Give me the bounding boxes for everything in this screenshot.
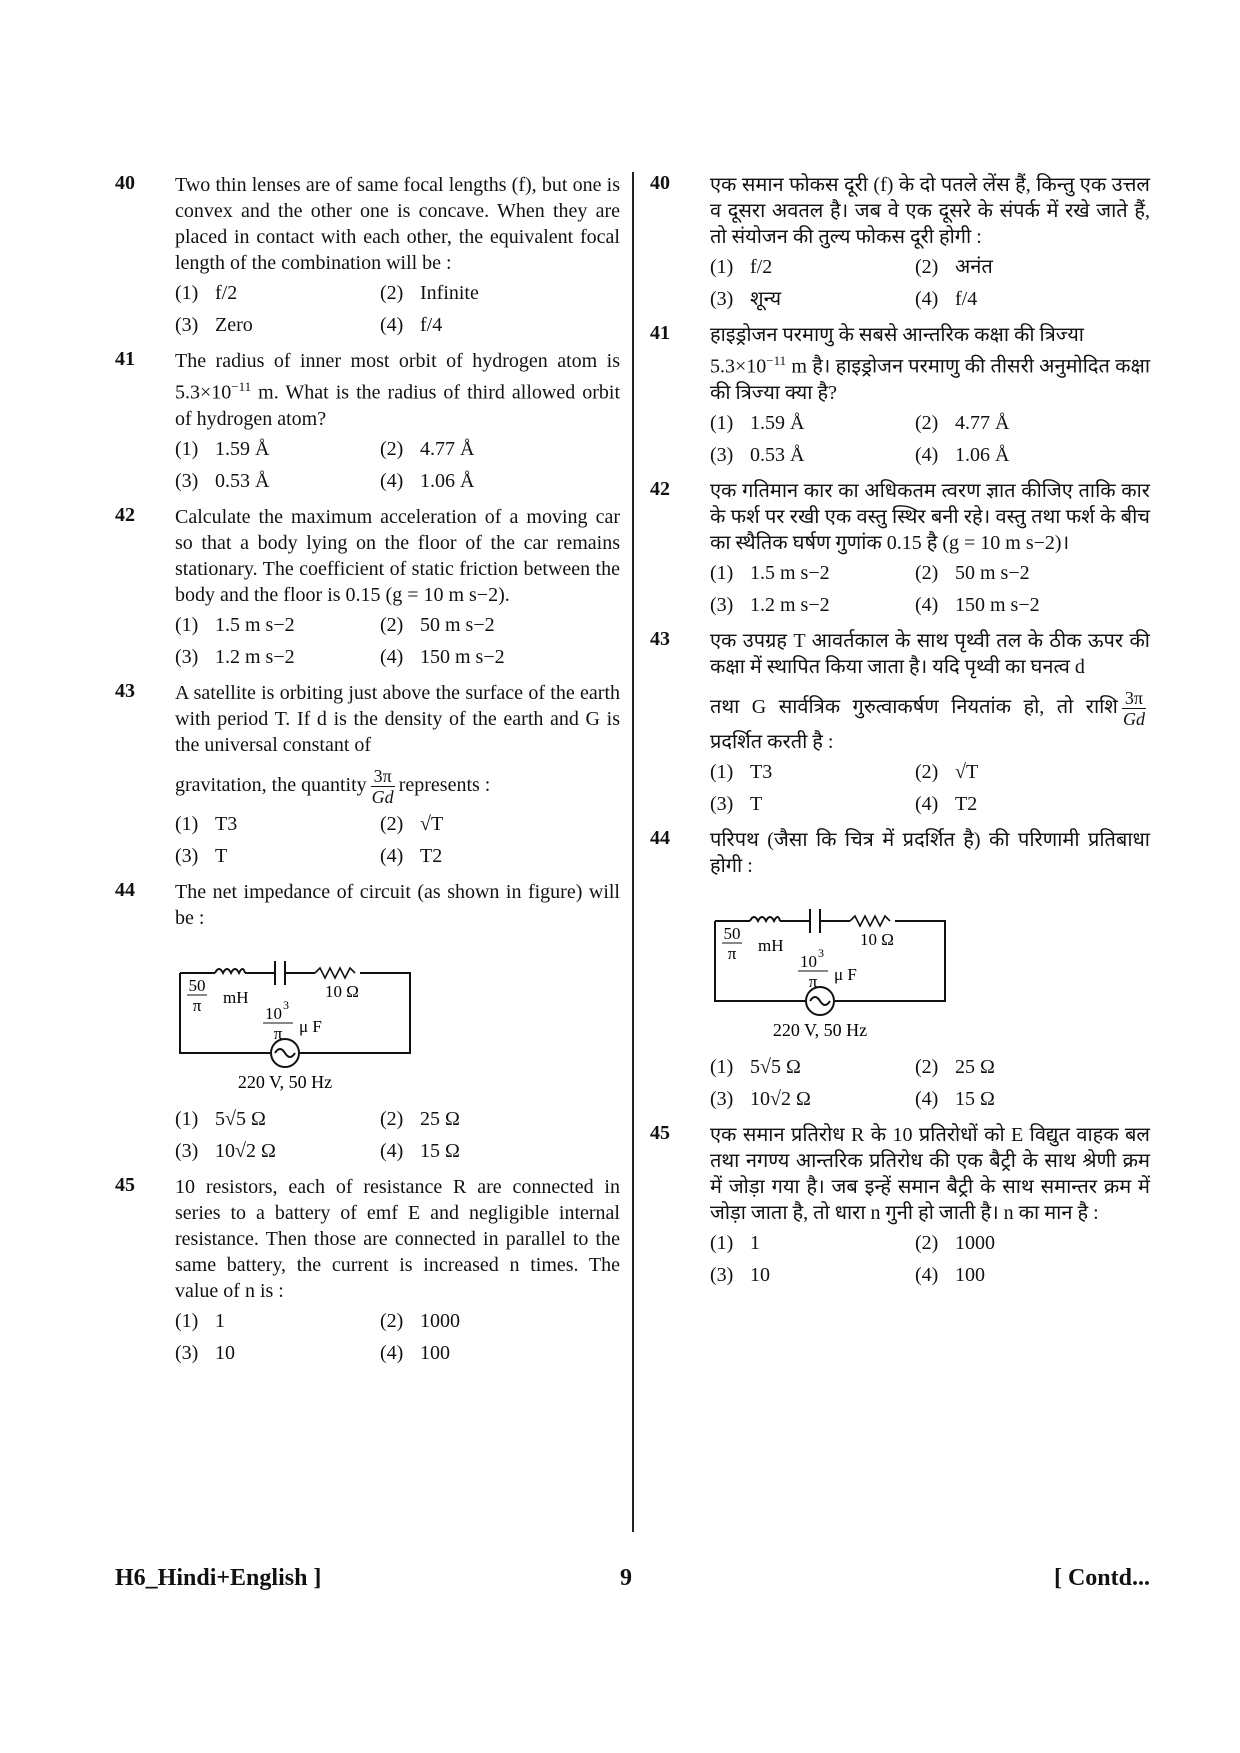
option-2[interactable] xyxy=(915,759,1150,785)
option-label: (2) xyxy=(380,1309,404,1332)
option-label: (3) xyxy=(710,593,734,616)
option-3[interactable] xyxy=(710,442,915,468)
option-value: 4.77 Å xyxy=(420,437,475,460)
option-label: (2) xyxy=(380,613,404,636)
option-value: 1.5 m s−2 xyxy=(750,561,830,584)
option-label: (2) xyxy=(915,561,939,584)
question-45 xyxy=(650,1122,1150,1288)
question-text: The net impedance of circuit (as shown in figure) will be : 50 π mH 10 Ω 10 3 π μ F 220 V, 50 Hz (1) 5√5 Ω (2) 25 Ω (3) 10√2 Ω (4) 15 Ω xyxy=(175,880,620,1162)
option-2[interactable] xyxy=(380,612,620,638)
option-value: T2 xyxy=(420,844,443,867)
option-label: (1) xyxy=(175,437,199,460)
resistor-symbol xyxy=(315,968,355,978)
page-footer xyxy=(115,1565,1150,1599)
option-value: 10√2 Ω xyxy=(215,1139,276,1162)
option-value: T2 xyxy=(955,792,978,815)
option-4[interactable] xyxy=(915,1262,1150,1288)
options xyxy=(175,280,620,338)
option-1[interactable] xyxy=(710,254,915,280)
option-label: (1) xyxy=(175,1107,199,1130)
capacitor-value-exp: 3 xyxy=(818,945,824,960)
option-value: Infinite xyxy=(420,282,479,304)
option-value: 1.2 m s−2 xyxy=(750,593,830,616)
option-label: (2) xyxy=(915,760,939,783)
capacitor-unit: μ F xyxy=(834,964,857,984)
option-value: 1.2 m s−2 xyxy=(215,645,295,668)
question-text: एक समान फोकस दूरी (f) के दो पतले लेंस हैं, किन्तु एक उत्तल व दूसरा अवतल है। जब वे एक दूसरे के संपर्क में रखे जाते हैं, तो संयोजन की तुल्य फोकस दूरी होगी : (1) f/2 (2) अनंत (3) शून्य (4) f/4 xyxy=(710,174,1150,310)
continued-label: [ Contd... xyxy=(1053,1565,1150,1591)
option-3[interactable] xyxy=(710,791,915,817)
question-text: एक उपग्रह T आवर्तकाल के साथ पृथ्वी तल के ठीक ऊपर की कक्षा में स्थापित किया जाता है। यदि पृथ्वी का घनत्व d तथा G सार्वत्रिक गुरुत्वाकर्षण नियतांक हो, तो राशि $\frac{3\pi}{Gd}$ प्रदर्शित करती है : (1) T3 (2) √T (3) T (4) T2 xyxy=(710,629,1150,815)
option-label: (2) xyxy=(915,411,939,434)
option-value: Zero xyxy=(215,314,253,336)
capacitor-value-num: 10 xyxy=(800,951,817,971)
question-text: 10 resistors, each of resistance R are connected in series to a battery of emf E and negligible internal resistance. Then those are connected in parallel to the same battery, the current is increased n times. The value of n is : (1) 1 (2) 1000 (3) 10 (4) 100 xyxy=(175,1175,620,1364)
inductor-value-den: π xyxy=(727,943,737,963)
option-label: (4) xyxy=(915,288,939,310)
question-number: 43 xyxy=(650,627,670,650)
option-label: (1) xyxy=(710,1055,734,1078)
inductor-symbol xyxy=(215,969,245,973)
option-value: 150 m s−2 xyxy=(955,593,1040,616)
option-label: (2) xyxy=(380,812,404,835)
option-1[interactable] xyxy=(175,612,380,638)
option-value: 15 Ω xyxy=(955,1087,995,1110)
options xyxy=(175,811,620,869)
option-3[interactable] xyxy=(710,1086,915,1112)
option-1[interactable] xyxy=(710,1054,915,1080)
question-text: Two thin lenses are of same focal lengths (f), but one is convex and the other one is concave. When they are placed in contact with each other, the equivalent focal length of the combination will be : (1) f/2 (2) Infinite (3) Zero (4) f/4 xyxy=(175,174,620,336)
question-44 xyxy=(115,879,620,1164)
option-3[interactable] xyxy=(710,592,915,618)
option-label: (2) xyxy=(915,1231,939,1254)
question-number: 42 xyxy=(115,503,135,526)
option-label: (3) xyxy=(710,1263,734,1286)
option-value: 1000 xyxy=(955,1231,995,1254)
inductor-unit: mH xyxy=(758,935,784,955)
option-4[interactable] xyxy=(380,644,620,670)
source-label: 220 V, 50 Hz xyxy=(772,1019,868,1040)
option-label: (1) xyxy=(710,561,734,584)
options xyxy=(175,1308,620,1366)
option-label: (3) xyxy=(175,645,199,668)
option-label: (1) xyxy=(175,282,199,304)
option-value: 1000 xyxy=(420,1309,460,1332)
option-2[interactable] xyxy=(380,1106,620,1132)
options xyxy=(175,436,620,494)
option-value: 10 xyxy=(215,1341,235,1364)
options xyxy=(710,1054,1150,1112)
option-4[interactable] xyxy=(915,286,1150,312)
option-label: (3) xyxy=(710,443,734,466)
option-1[interactable] xyxy=(175,436,380,462)
fraction: $\frac{3\pi}{Gd}$ xyxy=(371,765,394,807)
option-label: (1) xyxy=(175,1309,199,1332)
option-value: 10 xyxy=(750,1263,770,1286)
option-label: (2) xyxy=(915,1055,939,1078)
resistor-value: 10 Ω xyxy=(860,929,894,949)
option-value: 25 Ω xyxy=(420,1107,460,1130)
option-4[interactable] xyxy=(915,1086,1150,1112)
option-label: (4) xyxy=(380,844,404,867)
inductor-value-den: π xyxy=(192,995,202,1015)
question-42 xyxy=(650,478,1150,618)
option-label: (4) xyxy=(380,1139,404,1162)
question-45 xyxy=(115,1174,620,1366)
inductor-symbol xyxy=(750,917,780,921)
option-4[interactable] xyxy=(380,1138,620,1164)
option-value: अनंत xyxy=(955,256,993,278)
option-label: (4) xyxy=(380,1341,404,1364)
resistor-value: 10 Ω xyxy=(325,981,359,1001)
option-value: f/2 xyxy=(215,282,238,304)
options xyxy=(710,410,1150,468)
question-number: 45 xyxy=(650,1121,670,1144)
page-number: 9 xyxy=(620,1565,632,1591)
option-label: (3) xyxy=(175,1341,199,1364)
option-4[interactable] xyxy=(380,1340,620,1366)
question-text: Calculate the maximum acceleration of a moving car so that a body lying on the floor of the car remains stationary. The coefficient of static friction between the body and the floor is 0.15 (g = 10 m s−2). (1) 1.5 m s−2 (2) 50 m s−2 (3) 1.2 m s−2 (4) 150 m s−2 xyxy=(175,505,620,668)
option-value: 10√2 Ω xyxy=(750,1087,811,1110)
question-42 xyxy=(115,504,620,670)
options xyxy=(710,759,1150,817)
option-label: (2) xyxy=(380,282,404,304)
options xyxy=(175,612,620,670)
question-41 xyxy=(650,322,1150,468)
option-value: 50 m s−2 xyxy=(955,561,1030,584)
option-value: 15 Ω xyxy=(420,1139,460,1162)
question-number: 40 xyxy=(115,172,135,194)
options xyxy=(710,560,1150,618)
option-label: (1) xyxy=(175,812,199,835)
option-3[interactable] xyxy=(175,644,380,670)
question-43 xyxy=(115,680,620,869)
question-number: 41 xyxy=(650,322,670,344)
option-label: (4) xyxy=(915,1087,939,1110)
option-label: (4) xyxy=(915,443,939,466)
option-value: 1 xyxy=(750,1231,760,1254)
option-value: 100 xyxy=(420,1341,450,1364)
option-2[interactable] xyxy=(380,1308,620,1334)
option-value: 50 m s−2 xyxy=(420,613,495,636)
option-3[interactable] xyxy=(710,286,915,312)
option-3[interactable] xyxy=(175,468,380,494)
circuit-wire xyxy=(180,973,410,1053)
question-40 xyxy=(115,172,620,338)
fraction: $\frac{3\pi}{Gd}$ xyxy=(1122,687,1145,729)
option-value: 1 xyxy=(215,1309,225,1332)
question-text: परिपथ (जैसा कि चित्र में प्रदर्शित है) की परिणामी प्रतिबाधा होगी : 50 π mH 10 Ω 10 3 π μ F 220 V, 50 Hz (1) 5√5 Ω (2) 25 Ω (3) 10√2 Ω (4) 15 Ω xyxy=(710,828,1150,1110)
option-value: 25 Ω xyxy=(955,1055,995,1078)
question-number: 42 xyxy=(650,477,670,500)
source-label: 220 V, 50 Hz xyxy=(237,1071,333,1092)
circuit-figure xyxy=(710,891,1150,1048)
inductor-unit: mH xyxy=(223,987,249,1007)
option-1[interactable] xyxy=(175,280,380,306)
capacitor-value-den: π xyxy=(273,1023,283,1043)
option-value: 0.53 Å xyxy=(215,469,270,492)
option-3[interactable] xyxy=(175,1340,380,1366)
resistor-symbol xyxy=(850,916,890,926)
option-4[interactable] xyxy=(915,791,1150,817)
hindi-column xyxy=(650,172,1150,1298)
option-3[interactable] xyxy=(710,1262,915,1288)
option-label: (3) xyxy=(710,792,734,815)
paper-code: H6_Hindi+English ] xyxy=(115,1565,322,1591)
option-2[interactable] xyxy=(915,410,1150,436)
option-2[interactable] xyxy=(380,436,620,462)
options xyxy=(710,254,1150,312)
question-number: 40 xyxy=(650,172,670,194)
option-4[interactable] xyxy=(380,843,620,869)
option-1[interactable] xyxy=(175,1308,380,1334)
option-label: (1) xyxy=(710,411,734,434)
question-text: A satellite is orbiting just above the surface of the earth with period T. If d is the density of the earth and G is the universal constant of gravitation, the quantity $\frac{3\pi}{Gd}$ represents : (1) T3 (2) √T (3) T (4) T2 xyxy=(175,681,620,867)
question-text: The radius of inner most orbit of hydrogen atom is $5.3\times 10^{-11}$ m. What is the radius of third allowed orbit of hydrogen atom? (1) 1.59 Å (2) 4.77 Å (3) 0.53 Å (4) 1.06 Å xyxy=(175,350,620,492)
option-value: T3 xyxy=(215,812,238,835)
option-label: (1) xyxy=(175,613,199,636)
option-4[interactable] xyxy=(915,442,1150,468)
option-label: (3) xyxy=(710,288,734,310)
option-value: f/4 xyxy=(955,288,978,310)
option-value: 4.77 Å xyxy=(955,411,1010,434)
option-1[interactable] xyxy=(710,560,915,586)
option-label: (4) xyxy=(380,645,404,668)
option-1[interactable] xyxy=(710,759,915,785)
option-1[interactable] xyxy=(175,811,380,837)
option-4[interactable] xyxy=(380,312,620,338)
circuit-diagram xyxy=(710,891,950,1041)
option-label: (3) xyxy=(175,469,199,492)
option-value: 100 xyxy=(955,1263,985,1286)
option-value: 5√5 Ω xyxy=(750,1055,801,1078)
capacitor-value-num: 10 xyxy=(265,1003,282,1023)
option-2[interactable] xyxy=(915,560,1150,586)
option-label: (4) xyxy=(915,792,939,815)
option-value: T3 xyxy=(750,760,773,783)
capacitor-unit: μ F xyxy=(299,1016,322,1036)
option-value: 1.59 Å xyxy=(750,411,805,434)
option-label: (3) xyxy=(175,1139,199,1162)
options xyxy=(175,1106,620,1164)
option-label: (2) xyxy=(380,1107,404,1130)
option-1[interactable] xyxy=(710,1230,915,1256)
option-label: (2) xyxy=(380,437,404,460)
question-41 xyxy=(115,348,620,494)
option-2[interactable] xyxy=(380,811,620,837)
option-value: शून्य xyxy=(750,288,782,310)
english-column xyxy=(115,172,620,1376)
circuit-figure xyxy=(175,943,620,1100)
option-2[interactable] xyxy=(915,254,1150,280)
options xyxy=(710,1230,1150,1288)
option-2[interactable] xyxy=(915,1230,1150,1256)
option-value: f/4 xyxy=(420,314,443,336)
option-value: √T xyxy=(420,812,444,835)
circuit-diagram xyxy=(175,943,415,1093)
option-2[interactable] xyxy=(380,280,620,306)
option-label: (4) xyxy=(380,314,404,336)
question-number: 44 xyxy=(650,826,670,849)
option-value: 1.5 m s−2 xyxy=(215,613,295,636)
option-label: (1) xyxy=(710,256,734,278)
option-label: (3) xyxy=(710,1087,734,1110)
option-value: T xyxy=(750,792,763,815)
option-1[interactable] xyxy=(710,410,915,436)
option-value: 5√5 Ω xyxy=(215,1107,266,1130)
option-label: (1) xyxy=(710,760,734,783)
option-3[interactable] xyxy=(175,843,380,869)
option-2[interactable] xyxy=(915,1054,1150,1080)
option-4[interactable] xyxy=(915,592,1150,618)
column-divider xyxy=(632,172,634,1532)
question-40 xyxy=(650,172,1150,312)
option-value: 1.06 Å xyxy=(955,443,1010,466)
option-value: 1.59 Å xyxy=(215,437,270,460)
option-3[interactable] xyxy=(175,1138,380,1164)
question-text: एक गतिमान कार का अधिकतम त्वरण ज्ञात कीजिए ताकि कार के फर्श पर रखी एक वस्तु स्थिर बनी रहे। वस्तु तथा फर्श के बीच का स्थैतिक घर्षण गुणांक 0.15 है (g = 10 m s−2)। (1) 1.5 m s−2 (2) 50 m s−2 (3) 1.2 m s−2 (4) 150 m s−2 xyxy=(710,479,1150,616)
option-4[interactable] xyxy=(380,468,620,494)
question-number: 41 xyxy=(115,348,135,370)
circuit-wire xyxy=(715,921,945,1001)
option-value: 0.53 Å xyxy=(750,443,805,466)
option-label: (2) xyxy=(915,256,939,278)
capacitor-value-den: π xyxy=(808,971,818,991)
option-label: (3) xyxy=(175,314,199,336)
option-label: (4) xyxy=(915,1263,939,1286)
option-label: (1) xyxy=(710,1231,734,1254)
inductor-value-num: 50 xyxy=(723,923,741,943)
option-1[interactable] xyxy=(175,1106,380,1132)
capacitor-value-exp: 3 xyxy=(283,997,289,1012)
question-text: एक समान प्रतिरोध R के 10 प्रतिरोधों को E विद्युत वाहक बल तथा नगण्य आन्तरिक प्रतिरोध की एक बैट्री के साथ श्रेणी क्रम में जोड़ा गया है। जब इन्हें समान बैट्री के साथ समान्तर क्रम में जोड़ा जाता है, तो धारा n गुनी हो जाती है। n का मान है : (1) 1 (2) 1000 (3) 10 (4) 100 xyxy=(710,1123,1150,1286)
option-label: (4) xyxy=(915,593,939,616)
option-value: √T xyxy=(955,760,979,783)
question-44 xyxy=(650,827,1150,1112)
question-43 xyxy=(650,628,1150,817)
option-value: f/2 xyxy=(750,256,773,278)
question-number: 43 xyxy=(115,679,135,702)
option-value: 1.06 Å xyxy=(420,469,475,492)
question-number: 44 xyxy=(115,878,135,901)
option-label: (3) xyxy=(175,844,199,867)
option-value: 150 m s−2 xyxy=(420,645,505,668)
question-text: हाइड्रोजन परमाणु के सबसे आन्तरिक कक्षा की त्रिज्या $5.3\times 10^{-11}$ m है। हाइड्रोजन परमाणु की तीसरी अनुमोदित कक्षा की त्रिज्या क्या है? (1) 1.59 Å (2) 4.77 Å (3) 0.53 Å (4) 1.06 Å xyxy=(710,324,1151,466)
question-number: 45 xyxy=(115,1173,135,1196)
inductor-value-num: 50 xyxy=(188,975,206,995)
option-value: T xyxy=(215,844,228,867)
option-label: (4) xyxy=(380,469,404,492)
option-3[interactable] xyxy=(175,312,380,338)
